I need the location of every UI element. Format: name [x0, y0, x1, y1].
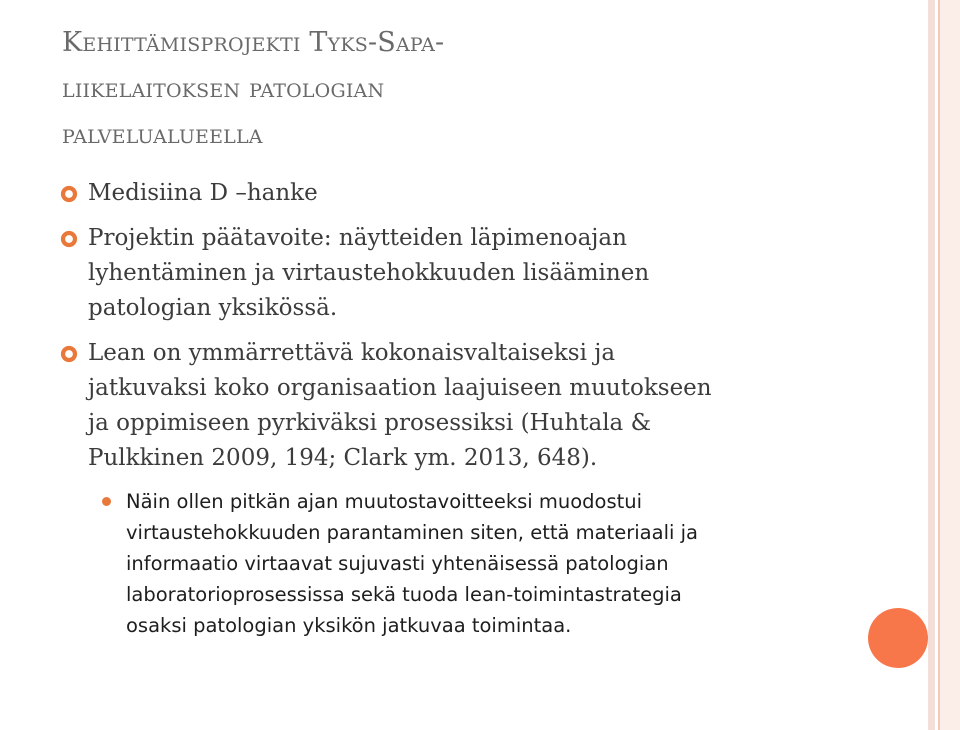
- title-line: Kehittämisprojekti Tyks-Sapa-: [62, 27, 445, 58]
- decorative-circle: [868, 608, 928, 668]
- bullet-item: [60, 176, 860, 211]
- open-circle-orange-icon: [60, 230, 78, 248]
- title-line: palvelualueella: [62, 119, 263, 150]
- sub-bullet-text: informaatio virtaavat sujuvasti yhtenäisessä patologian: [126, 552, 669, 575]
- bullet-text: Medisiina D –hanke: [88, 180, 318, 206]
- sub-bullet-text: virtaustehokkuuden parantaminen siten, että materiaali ja: [126, 521, 698, 544]
- sub-bullet-text: laboratorioprosessissa sekä tuoda lean-toimintastrategia: [126, 583, 682, 606]
- decorative-stripe: [928, 0, 935, 730]
- sub-bullet-text: Näin ollen pitkän ajan muutostavoitteeksi muodostui: [126, 490, 643, 513]
- open-circle-orange-icon: [60, 345, 78, 363]
- sub-bullet-text: osaksi patologian yksikön jatkuvaa toimintaa.: [126, 614, 572, 637]
- bullet-item: [60, 221, 860, 326]
- bullet-text: Lean on ymmärrettävä kokonaisvaltaiseksi ja: [88, 340, 616, 366]
- bullet-text: ja oppimiseen pyrkiväksi prosessiksi (Huhtala &: [88, 410, 652, 436]
- bullet-text: Pulkkinen 2009, 194; Clark ym. 2013, 648).: [88, 445, 598, 471]
- decorative-stripe: [940, 0, 960, 730]
- sub-bullet-item: [100, 486, 860, 641]
- slide-body: [60, 176, 860, 641]
- slide-title: [62, 20, 862, 158]
- title-line: liikelaitoksen patologian: [62, 73, 385, 104]
- dot-orange-icon: [102, 497, 111, 506]
- bullet-text: jatkuvaksi koko organisaation laajuiseen muutokseen: [88, 375, 712, 401]
- bullet-text: lyhentäminen ja virtaustehokkuuden lisääminen: [88, 260, 650, 286]
- bullet-text: patologian yksikössä.: [88, 295, 338, 321]
- bullet-item: [60, 336, 860, 476]
- bullet-text: Projektin päätavoite: näytteiden läpimenoajan: [88, 225, 627, 251]
- open-circle-orange-icon: [60, 185, 78, 203]
